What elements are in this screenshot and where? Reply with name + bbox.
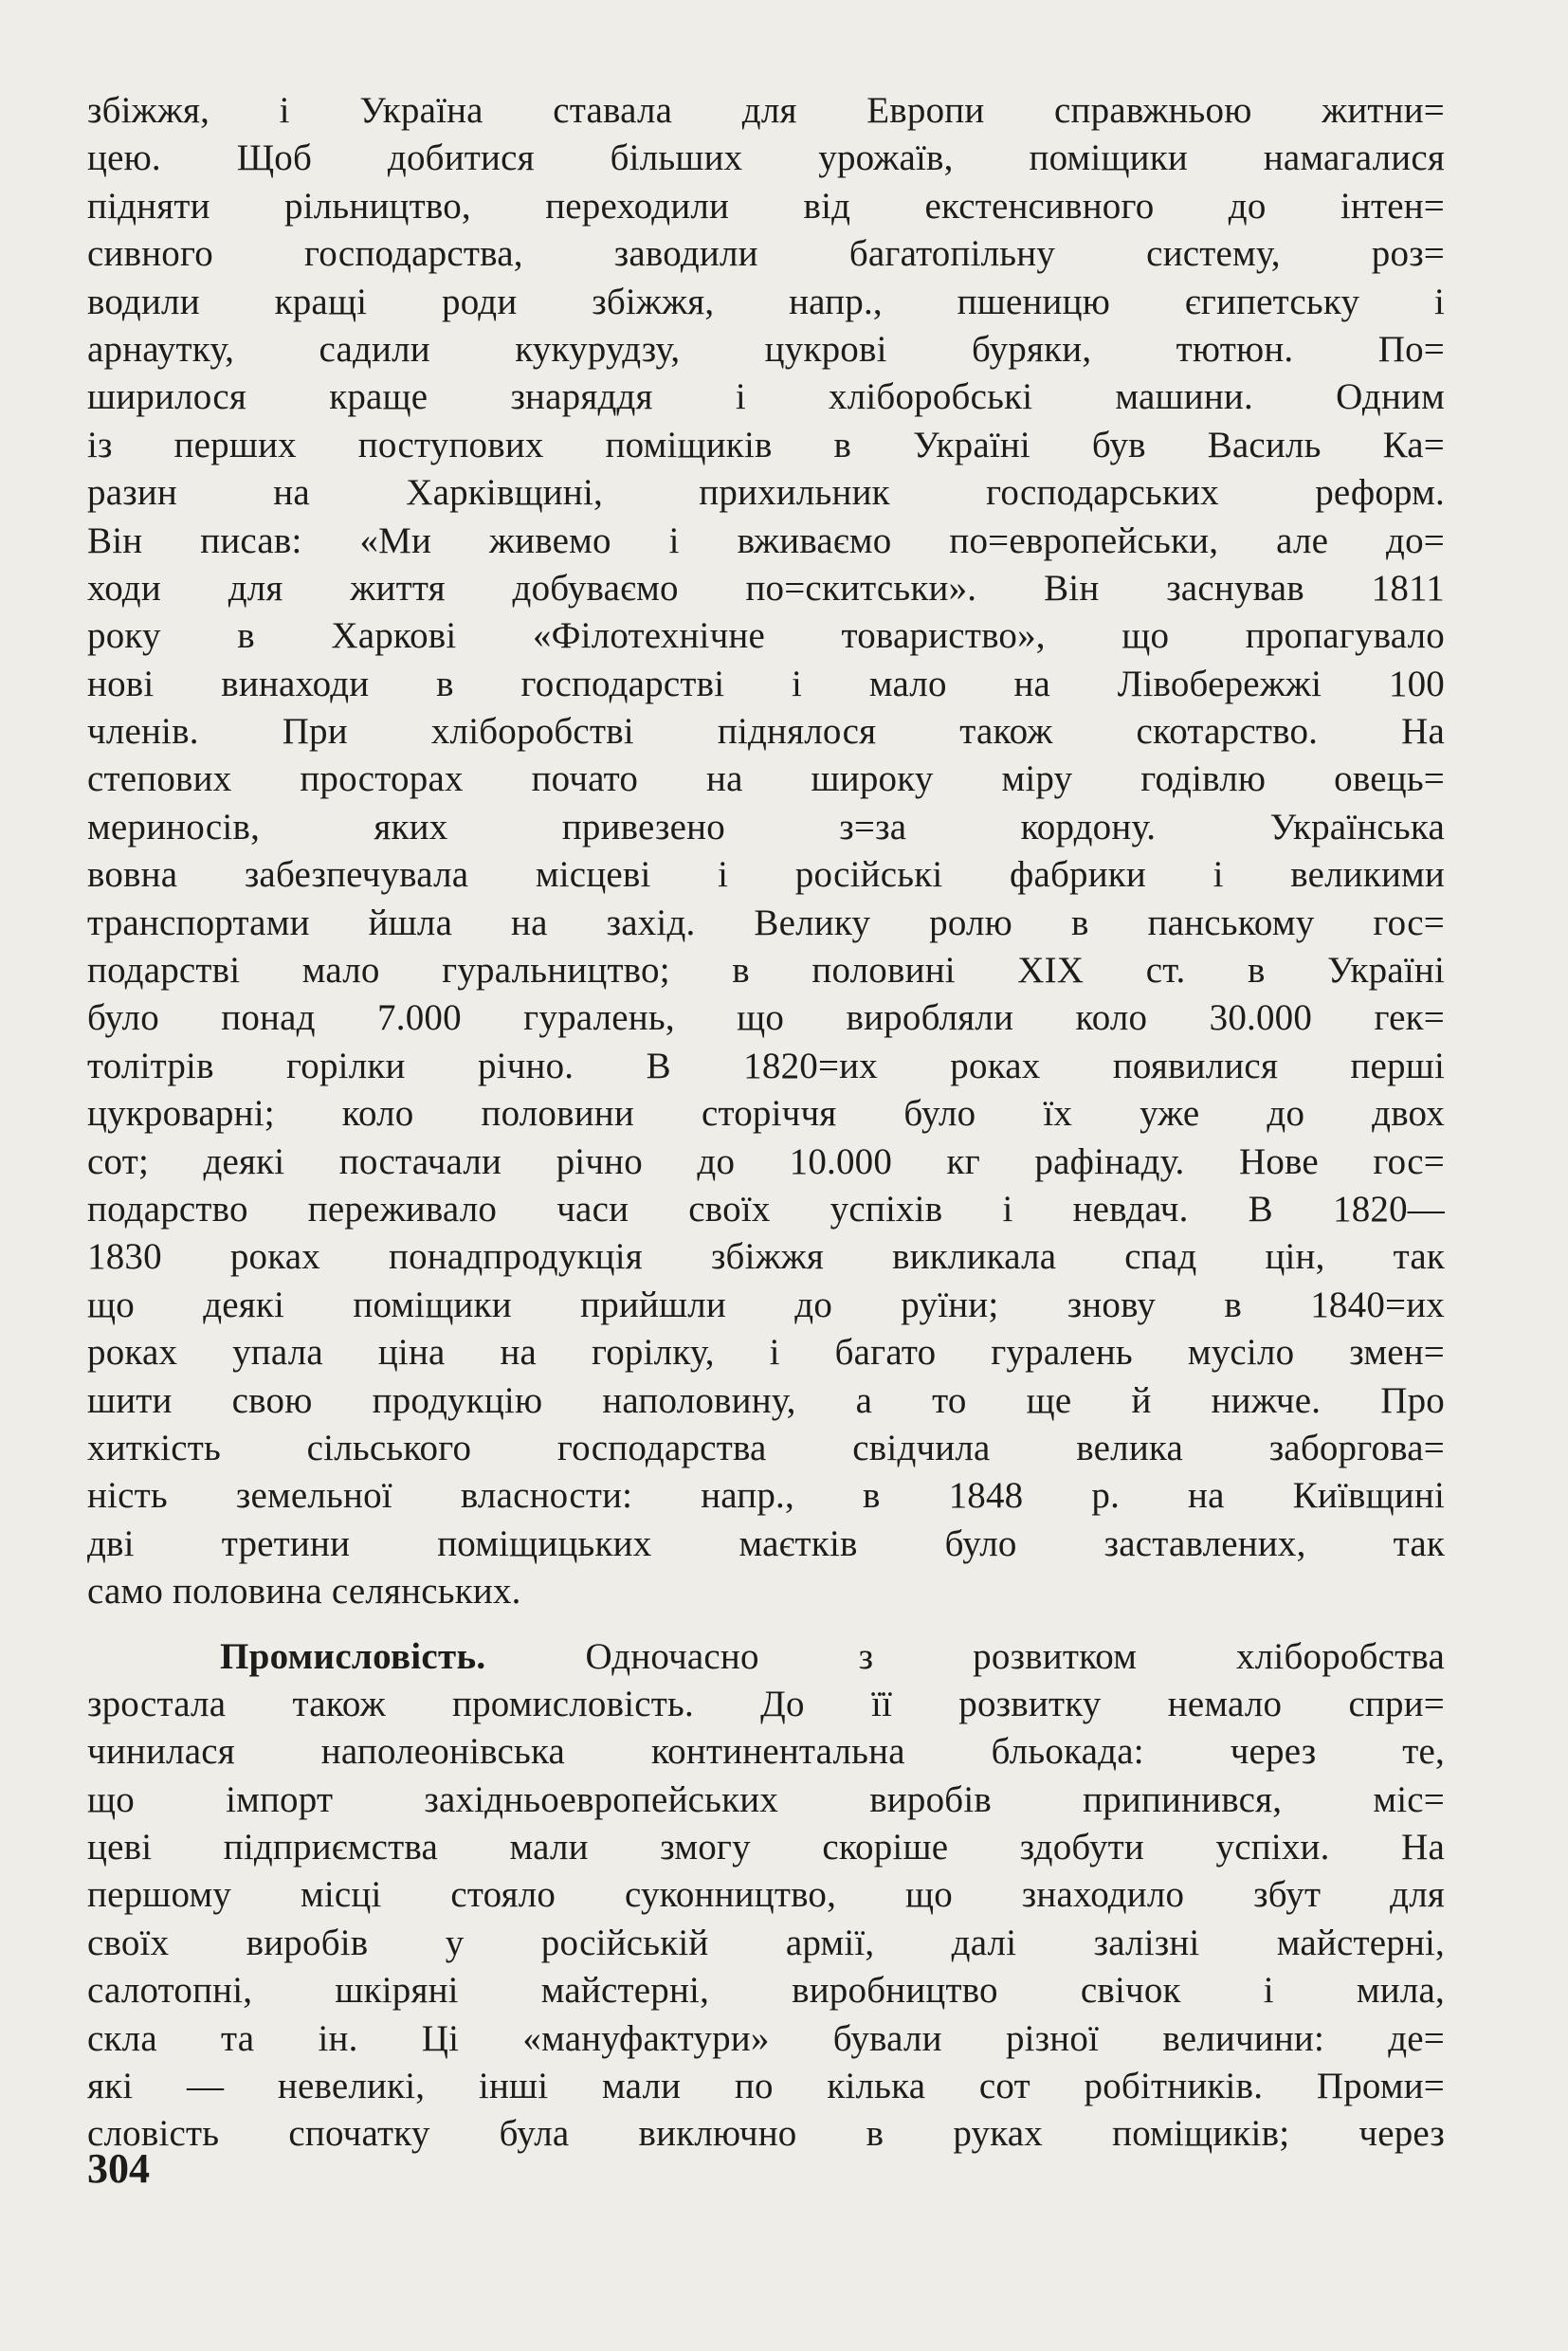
text-line: само половина селянських. [87,1571,521,1613]
text-line: нові винаходи в господарстві і мало на Лівобережжі 100 [87,663,1445,704]
text-line: Він писав: «Ми живемо і вживаємо по=европейськи, але до= [87,519,1445,561]
text-line: толітрів горілки річно. В 1820=их роках появилися перші [87,1045,1445,1086]
text-line: які — невеликі, інші мали по кілька сот робітників. Проми= [87,2066,1445,2107]
text-line: подарство переживало часи своїх успіхів і невдач. В 1820— [87,1188,1445,1230]
text-line: хиткість сільського господарства свідчила велика заборгова= [87,1427,1445,1468]
paragraph-first-line [87,1633,1445,1681]
text-line: ширилося краще знаряддя і хліборобські машини. Одним [87,376,1445,418]
body-text [87,87,1445,2159]
section-heading: Промисловість. [220,1635,486,1677]
text-line: скла та ін. Ці «мануфактури» бували різної величини: де= [87,2017,1445,2059]
text-line: салотопні, шкіряні майстерні, виробництво свічок і мила, [87,1970,1445,2012]
text-line: сивного господарства, заводили багатопільну систему, роз= [87,233,1445,275]
text-line: цею. Щоб добитися більших урожаїв, поміщики намагалися [87,137,1445,179]
text-line: членів. При хліборобстві піднялося також скотарство. На [87,711,1445,753]
text-line: мериносів, яких привезено з=за кордону. Українська [87,806,1445,847]
paragraph-industry-lines [87,1681,1445,2159]
text-line: своїх виробів у російській армії, далі залізні майстерні, [87,1922,1445,1963]
text-line: що деякі поміщики прийшли до руїни; знову в 1840=их [87,1284,1445,1325]
text-line: із перших поступових поміщиків в Україні був Василь Ка= [87,424,1445,465]
text-line: арнаутку, садили кукурудзу, цукрові буряки, тютюн. По= [87,328,1445,370]
text-line: збіжжя, і Україна ставала для Европи справжньою житни= [87,90,1445,131]
page-number: 304 [87,2145,150,2192]
text-line: дві третини поміщицьких маєтків було заставлених, так [87,1522,1445,1564]
text-line: року в Харкові «Філотехнічне товариство», що пропагувало [87,615,1445,657]
text-line: підняти рільництво, переходили від екстенсивного до інтен= [87,185,1445,227]
text-line: шити свою продукцію наполовину, а то ще й нижче. Про [87,1379,1445,1421]
text-line: ходи для життя добуваємо по=скитськи». Він заснував 1811 [87,567,1445,609]
paragraph-agriculture [87,87,1445,1616]
text-line: ність земельної власности: напр., в 1848 р. на Київщині [87,1475,1445,1517]
text-line: що імпорт західньоевропейських виробів припинився, міс= [87,1778,1445,1820]
text-line: цукроварні; коло половини сторіччя було їх уже до двох [87,1093,1445,1135]
text-line: водили кращі роди збіжжя, напр., пшеницю єгипетську і [87,281,1445,322]
text-line: транспортами йшла на захід. Велику ролю в панському гос= [87,902,1445,943]
paragraph-gap [87,1616,1445,1633]
text-line: разин на Харківщині, прихильник господарських реформ. [87,472,1445,514]
text-line: сот; деякі постачали річно до 10.000 кг рафінаду. Нове гос= [87,1140,1445,1182]
heading-line-rest: Одночасно з розвитком хліборобства [585,1635,1446,1677]
text-line: цеві підприємства мали змогу скоріше здобути успіхи. На [87,1827,1445,1868]
text-line: роках упала ціна на горілку, і багато гуралень мусіло змен= [87,1332,1445,1374]
text-line: чинилася наполеонівська континентальна бльокада: через те, [87,1731,1445,1773]
text-line: 1830 роках понадпродукція збіжжя викликала спад цін, так [87,1236,1445,1278]
text-line: першому місці стояло суконництво, що знаходило збут для [87,1874,1445,1916]
text-line: зростала також промисловість. До її розвитку немало спри= [87,1683,1445,1724]
paragraph-industry [87,1633,1445,2159]
text-line: подарстві мало гуральництво; в половині XIX ст. в Україні [87,950,1445,992]
text-line: вовна забезпечувала місцеві і російські фабрики і великими [87,854,1445,896]
text-line: степових просторах почато на широку міру годівлю овець= [87,758,1445,800]
text-line: словість спочатку була виключно в руках поміщиків; через [87,2113,1445,2155]
text-line: було понад 7.000 гуралень, що виробляли коло 30.000 гек= [87,997,1445,1039]
